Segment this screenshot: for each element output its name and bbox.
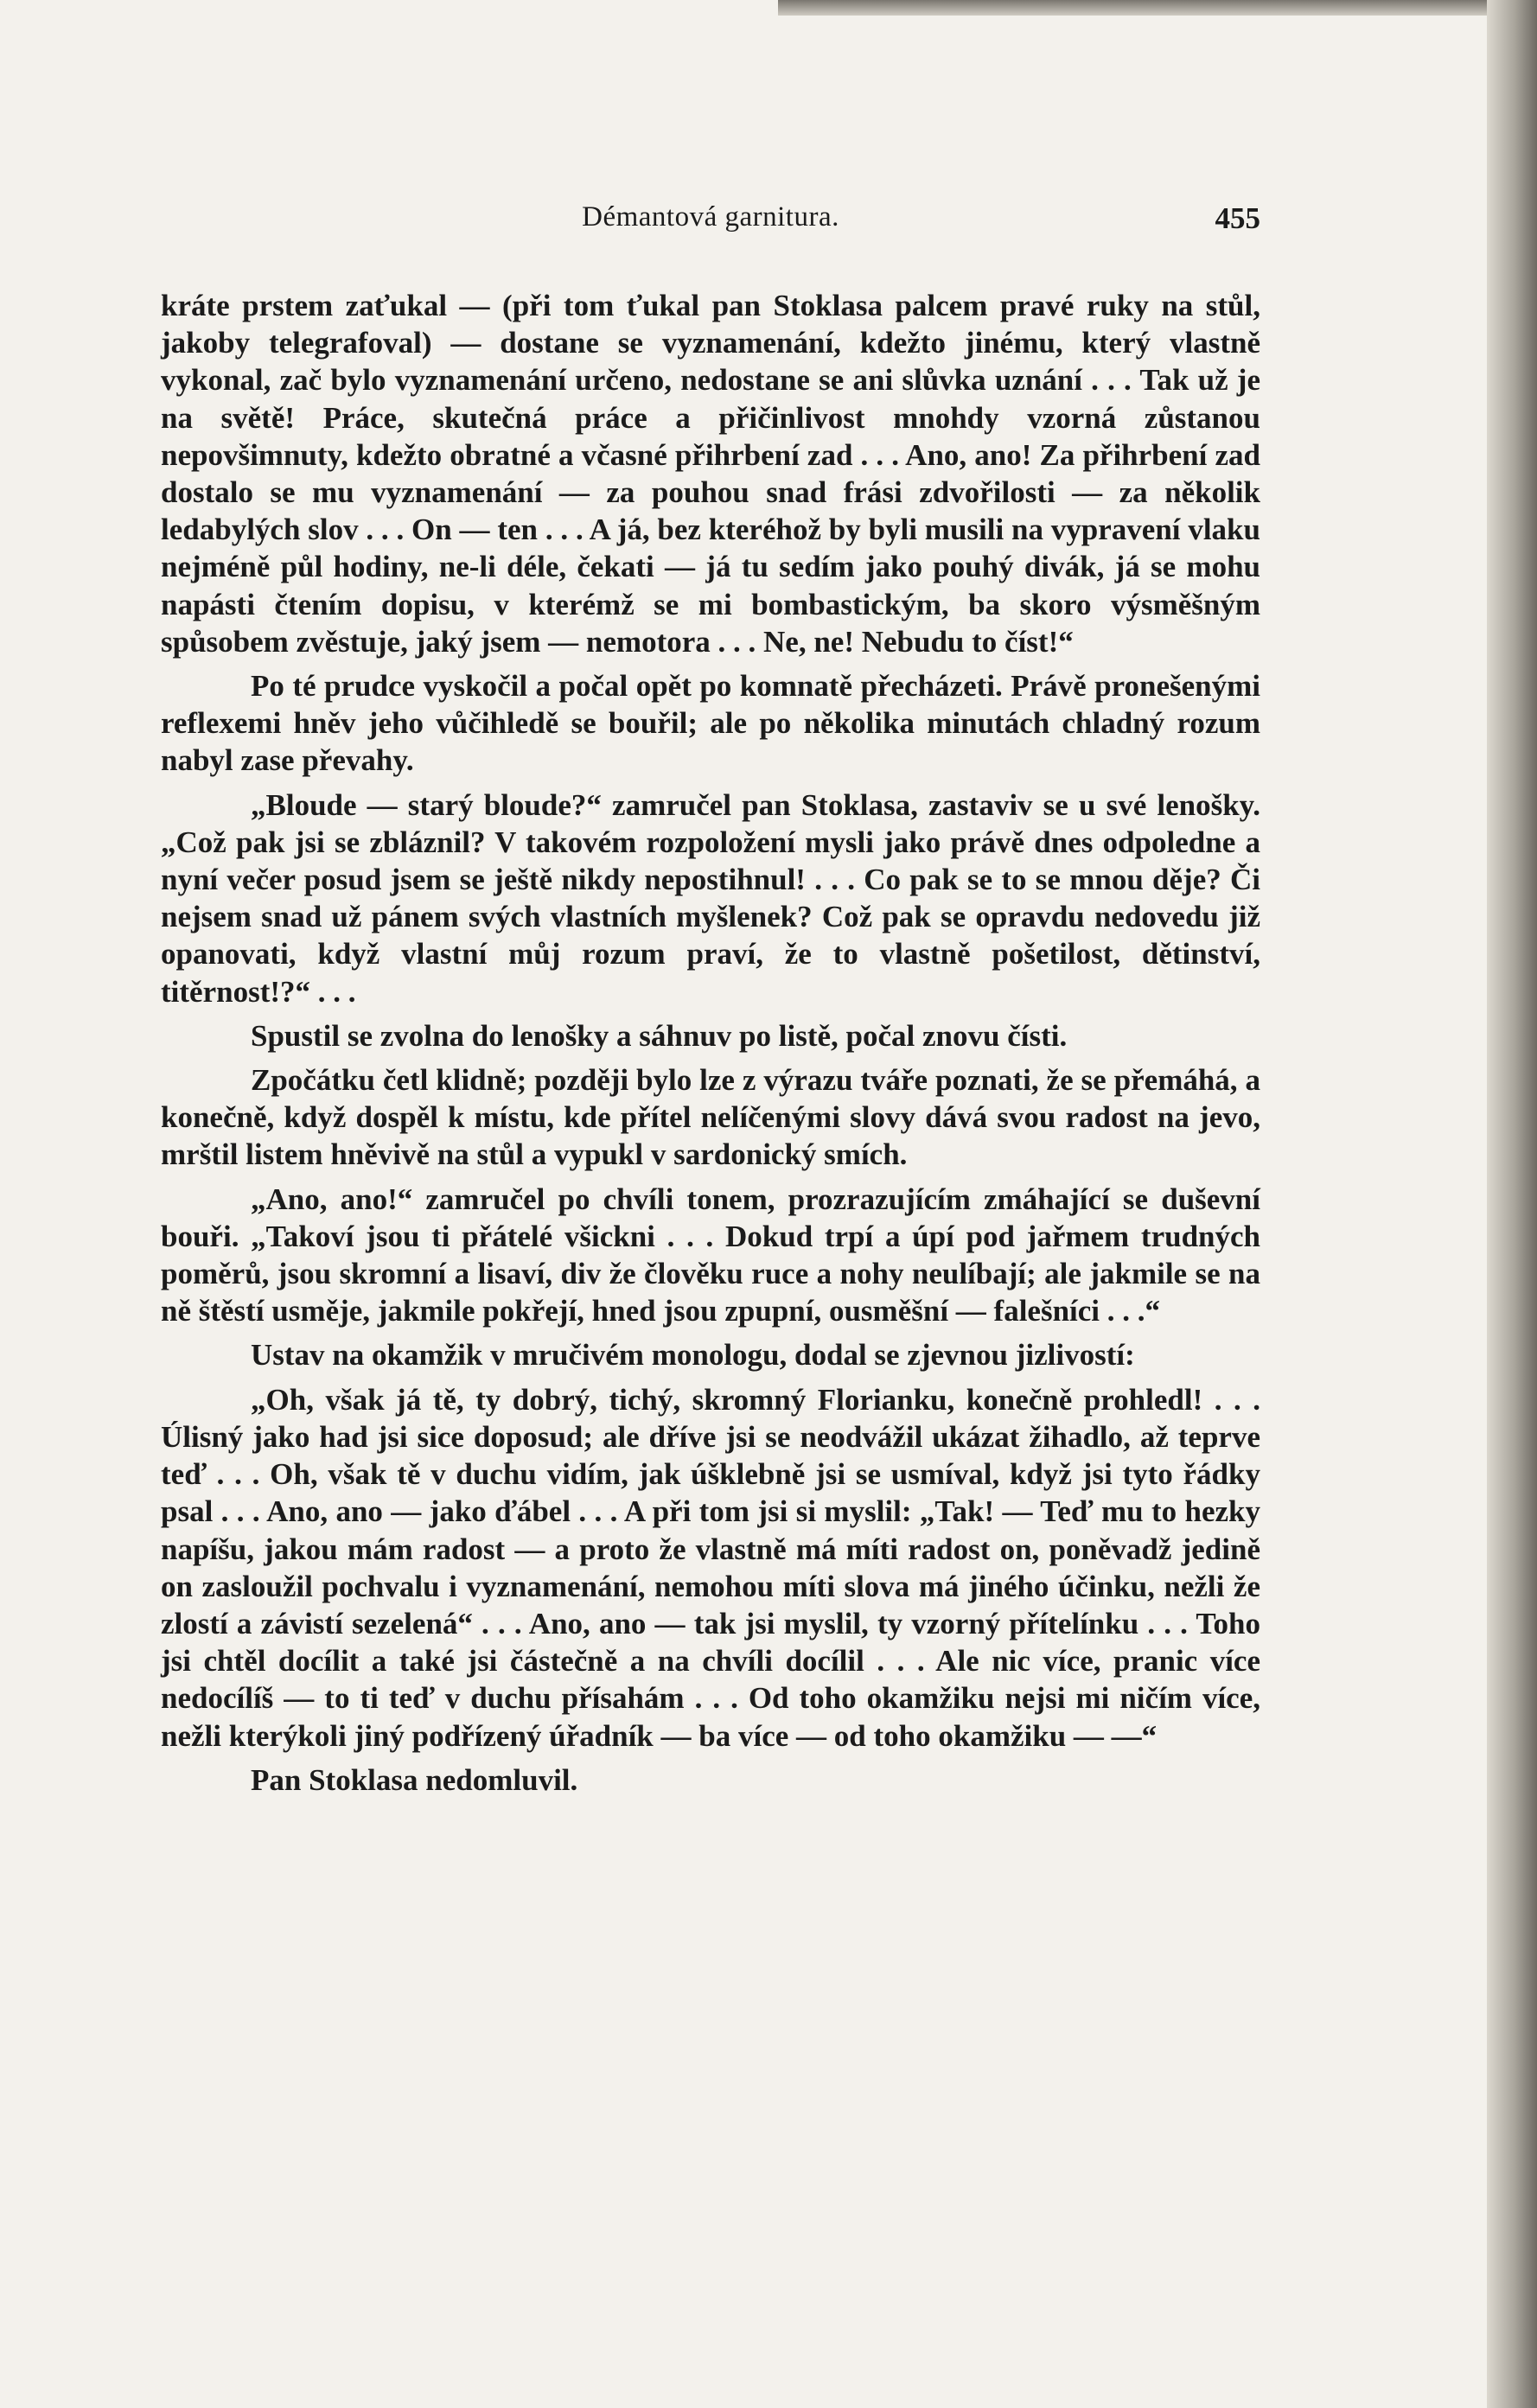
paragraph: Pan Stoklasa nedomluvil. [251,1762,578,1797]
scan-top-edge [778,0,1537,16]
paragraph: „Ano, ano!“ zamručel po chvíli tonem, prozrazujícím zmáhající se duševní bouři. „Takoví jsou ti přátelé všickni . . . Dokud trpí a úpí pod jařmem trudných poměrů, jsou skromní a lisaví, div že člověku ruce a nohy neulíbají; ale jakmile se na ně štěstí usměje, jakmile pokřejí, hned jsou zpupní, ousměšní — falešníci . . .“ [161,1182,1260,1328]
paragraph: Zpočátku četl klidně; později bylo lze z výrazu tváře poznati, že se přemáhá, a konečně, když dospěl k místu, kde přítel nelíčenými slovy dává svou radost na jevo, mrštil listem hněvivě na stůl a vypukl v sardonický smích. [161,1063,1260,1172]
scan-right-edge [1487,0,1537,2408]
body-text [161,287,1260,1806]
page-header [161,201,1260,245]
paragraph: „Oh, však já tě, ty dobrý, tichý, skromný Florianku, konečně prohledl! . . . Úlisný jako had jsi sice doposud; ale dříve jsi se neodvážil ukázat žihadlo, až teprve teď . . . Oh, však tě v duchu vidím, jak úšklebně jsi se usmíval, když jsi tyto řádky psal . . . Ano, ano — jako ďábel . . . A při tom jsi si myslil: „Tak! — Teď mu to hezky napíšu, jakou mám radost — a proto že vlastně má míti radost on, poněvadž jedině on zasloužil pochvalu i vyznamenání, nemohou míti slova má jiného účinku, nežli že zlostí a závistí sezelená“ . . . Ano, ano — tak jsi myslil, ty vzorný přítelínku . . . Toho jsi chtěl docílit a také jsi částečně a na chvíli docílil . . . Ale nic více, pranic více nedocílíš — to ti teď v duchu přísahám . . . Od toho okamžiku nejsi mi ničím více, nežli kterýkoli jiný podřízený úřadník — ba více — od toho okamžiku — —“ [161,1382,1260,1753]
paragraph: kráte prstem zaťukal — (při tom ťukal pan Stoklasa palcem pravé ruky na stůl, jakoby telegrafoval) — dostane se vyznamenání, kdežto jinému, který vlastně vykonal, zač bylo vyznamenání určeno, nedostane se ani slůvka uznání . . . Tak už je na světě! Práce, skutečná práce a přičinlivost mnohdy vzorná zůstanou nepovšimnuty, kdežto obratné a včasné přihrbení zad . . . Ano, ano! Za přihrbení zad dostalo se mu vyznamenání — za pouhou snad frási zdvořilosti — za několik ledabylých slov . . . On — ten . . . A já, bez kteréhož by byli musili na vypravení vlaku nejméně půl hodiny, ne-li déle, čekati — já tu sedím jako pouhý divák, já se mohu napásti čtením dopisu, v kterémž se mi bombastickým, ba skoro výsměšným spůsobem zvěstuje, jaký jsem — nemotora . . . Ne, ne! Nebudu to číst!“ [161,289,1260,659]
paragraph: Spustil se zvolna do lenošky a sáhnuv po listě, počal znovu čísti. [251,1018,1068,1053]
paragraph: Ustav na okamžik v mručivém monologu, dodal se zjevnou jizlivostí: [251,1338,1135,1373]
page-number: 455 [1215,201,1260,235]
paragraph: „Bloude — starý bloude?“ zamručel pan Stoklasa, zastaviv se u své lenošky. „Což pak jsi se zbláznil? V takovém rozpoložení mysli jako právě dnes odpoledne a nyní večer posud jsem se ještě nikdy nepostihnul! . . . Co pak se to se mnou děje? Či nejsem snad už pánem svých vlastních myšlenek? Což pak se opravdu nedovedu již opanovati, když vlastní můj rozum praví, že to vlastně pošetilost, dětinství, titěrnost!?“ . . . [161,787,1260,1009]
paragraph: Po té prudce vyskočil a počal opět po komnatě přecházeti. Právě pronešenými reflexemi hněv jeho vůčihledě se bouřil; ale po několika minutách chladný rozum nabyl zase převahy. [161,669,1260,778]
running-title: Démantová garnitura. [582,201,839,233]
